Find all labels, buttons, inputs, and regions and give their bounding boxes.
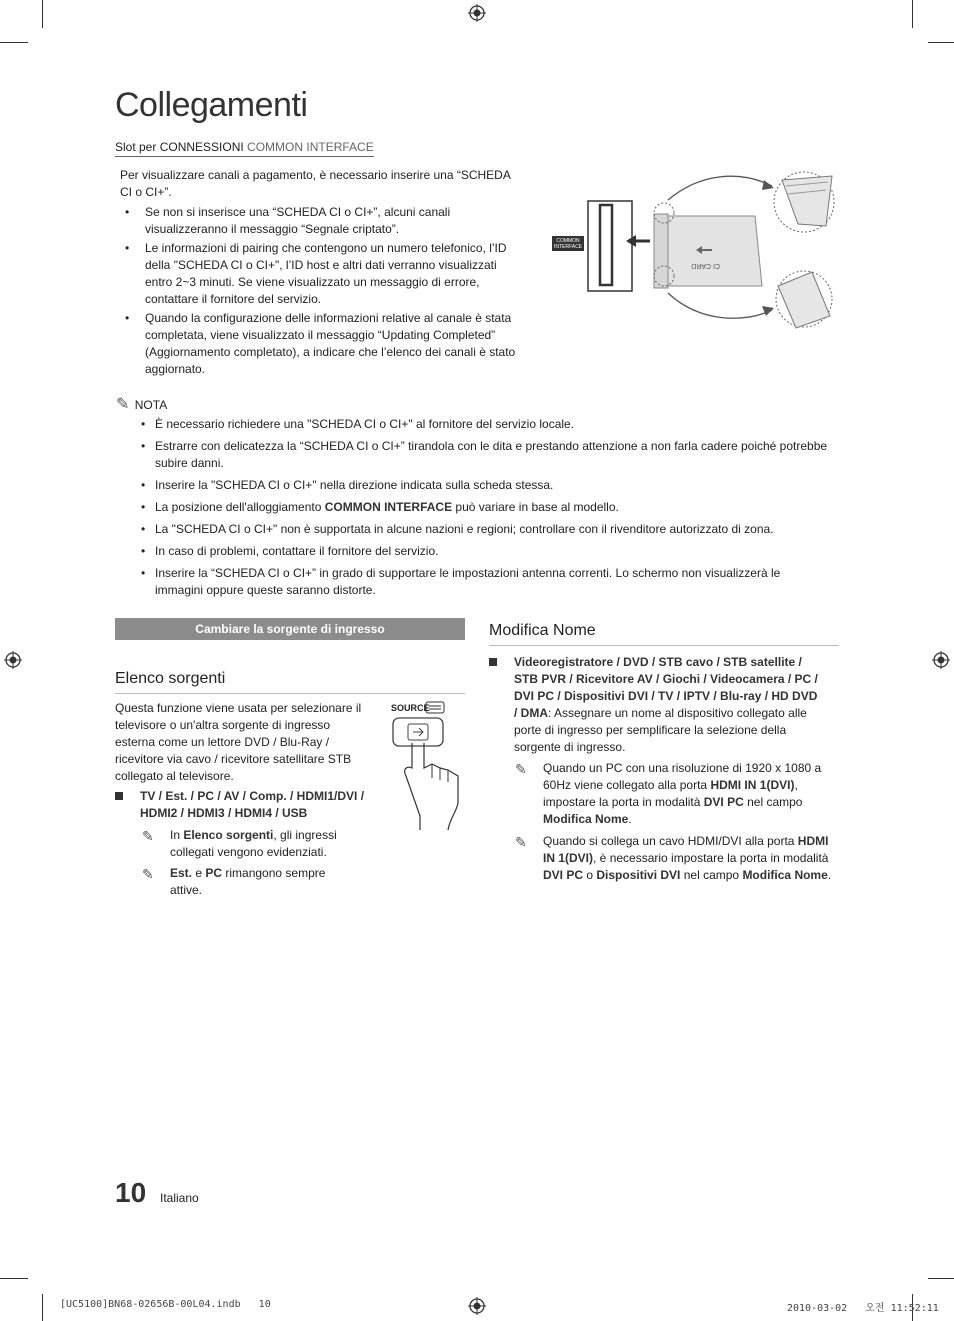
ci-bullet-list bbox=[120, 204, 522, 380]
footer-date: 2010-03-02 오전 11:52:11 bbox=[787, 1303, 939, 1314]
ci-card-illustration bbox=[550, 168, 840, 334]
nota-list bbox=[141, 416, 831, 604]
modifica-notes bbox=[515, 760, 840, 884]
pencil-note-icon: ✎ bbox=[116, 396, 130, 413]
crop-mark bbox=[0, 42, 28, 43]
section-label bbox=[115, 140, 374, 157]
crop-mark bbox=[42, 0, 43, 28]
note-row: ✎ Quando si collega un cavo HDMI/DVI alla porta HDMI IN 1(DVI), è necessario impostare la porta in modalità DVI PC o Dispositivi DVI nel campo Modifica Nome. bbox=[515, 834, 832, 882]
note-row: ✎ In Elenco sorgenti, gli ingressi collegati vengono evidenziati. bbox=[142, 828, 337, 859]
list-item: • Estrarre con delicatezza la “SCHEDA CI o CI+” tirandola con le dita e prestando attenzione a non farla cadere poiché potrebbe subire danni. bbox=[141, 438, 831, 472]
list-item: • Inserire la "SCHEDA CI o CI+" nella direzione indicata sulla scheda stessa. bbox=[141, 477, 831, 494]
elenco-intro: Questa funzione viene usata per selezionare il televisore o un'altra sorgente di ingresso esterna come un lettore DVD / Blu-Ray / ricevitore via cavo / ricevitore satellitare STB collegato al televisore. bbox=[115, 701, 362, 783]
modifica-nome-heading: Modifica Nome bbox=[489, 622, 839, 646]
page-number: 10 bbox=[115, 1177, 147, 1208]
elenco-sorgenti-heading: Elenco sorgenti bbox=[115, 670, 465, 694]
registration-mark-icon bbox=[468, 4, 486, 22]
section-label-suffix: COMMON INTERFACE bbox=[247, 140, 374, 154]
nota-heading bbox=[116, 394, 167, 414]
crop-mark bbox=[928, 1278, 954, 1279]
list-item: • La posizione dell'alloggiamento COMMON INTERFACE può variare in base al modello. bbox=[141, 499, 831, 516]
common-interface-label: COMMON bbox=[556, 238, 580, 244]
list-item: • Le informazioni di pairing che contengono un numero telefonico, l’ID della "SCHEDA CI o CI+", l’ID host e altri dati verranno visualizzati entro 2~3 minuti. Se viene visualizzato un messaggio di errore, contattare il fornitore del servizio. bbox=[120, 240, 522, 308]
registration-mark-icon bbox=[932, 651, 950, 669]
pencil-note-icon: ✎ bbox=[142, 828, 154, 844]
list-item: • In caso di problemi, contattare il fornitore del servizio. bbox=[141, 543, 831, 560]
section-label-prefix: Slot per CONNESSIONI bbox=[115, 140, 244, 154]
page-title: Collegamenti bbox=[115, 86, 308, 124]
source-list: TV / Est. / PC / AV / Comp. / HDMI1/DVI / HDMI2 / HDMI3 / HDMI4 / USB bbox=[140, 789, 365, 820]
modifica-item: Videoregistratore / DVD / STB cavo / STB satellite / STB PVR / Ricevitore AV / Giochi / Videocamera / PC / DVI PC / Dispositivi DVI / TV / IPTV / Blu-ray / HD DVD / DMA: Assegnare un nome al dispositivo collegato alle porte di ingresso per semplificare la selezione della sorgente di ingresso. bbox=[514, 655, 818, 754]
source-note bbox=[142, 827, 357, 899]
section-bar: Cambiare la sorgente di ingresso bbox=[115, 618, 465, 640]
language-label: Italiano bbox=[160, 1191, 199, 1205]
common-interface-label: INTERFACE bbox=[553, 244, 583, 250]
list-item: • È necessario richiedere una "SCHEDA CI o CI+" al fornitore del servizio locale. bbox=[141, 416, 831, 433]
note-row: ✎ Est. e PC rimangono sempre attive. bbox=[142, 866, 326, 897]
source-label: SOURCE bbox=[391, 703, 430, 713]
list-item: • Quando la configurazione delle informazioni relative al canale è stata completata, viene visualizzato il messaggio “Updating Completed” (Aggiornamento completato), a indicare che l’elenco dei canali è stato aggiornato. bbox=[120, 310, 522, 378]
square-bullet bbox=[489, 658, 497, 666]
list-item: • La "SCHEDA CI o CI+" non è supportata in alcune nazioni e regioni; controllare con il rivenditore autorizzato di zona. bbox=[141, 521, 831, 538]
crop-mark bbox=[42, 1294, 43, 1321]
pencil-note-icon: ✎ bbox=[515, 834, 527, 850]
source-button-hand-icon bbox=[388, 698, 468, 833]
registration-mark-icon bbox=[4, 651, 22, 669]
pencil-note-icon: ✎ bbox=[515, 761, 527, 777]
crop-mark bbox=[912, 0, 913, 28]
list-item: • Inserire la “SCHEDA CI o CI+” in grado di supportare le impostazioni antenna correnti. Lo schermo non visualizzerà le immagini oppure queste saranno distorte. bbox=[141, 565, 831, 599]
crop-mark bbox=[0, 1278, 28, 1279]
ci-card-text: CI CARD bbox=[691, 262, 720, 269]
ci-intro: Per visualizzare canali a pagamento, è necessario inserire una “SCHEDA CI o CI+”. bbox=[120, 168, 511, 199]
note-row: ✎ Quando un PC con una risoluzione di 1920 x 1080 a 60Hz viene collegato alla porta HDMI IN 1(DVI), impostare la porta in modalità DVI PC nel campo Modifica Nome. bbox=[515, 761, 822, 826]
pencil-note-icon: ✎ bbox=[142, 866, 154, 882]
square-bullet bbox=[115, 792, 123, 800]
registration-mark-icon bbox=[468, 1297, 486, 1315]
footer-file: [UC5100]BN68-02656B-00L04.indb 10 bbox=[60, 1299, 271, 1310]
nota-label: NOTA bbox=[134, 398, 168, 412]
crop-mark bbox=[928, 42, 954, 43]
list-item: • Se non si inserisce una “SCHEDA CI o CI+”, alcuni canali visualizzeranno il messaggio “Segnale criptato”. bbox=[120, 204, 522, 238]
